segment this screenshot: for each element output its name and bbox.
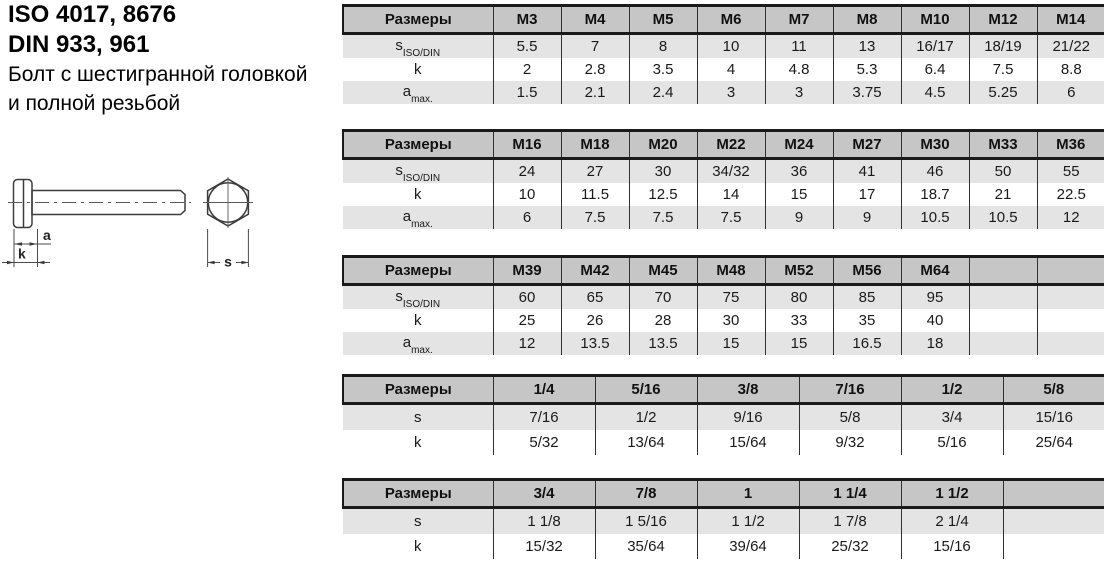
column-header: M14 (1037, 6, 1104, 34)
table-corner-header: Размеры (343, 6, 493, 34)
value-cell: 10.5 (901, 206, 969, 229)
value-cell: 16.5 (833, 332, 901, 355)
value-cell: 35 (833, 309, 901, 332)
value-cell: 2 1/4 (901, 508, 1003, 535)
column-header: 1 (697, 480, 799, 508)
column-header: M22 (697, 131, 765, 159)
value-cell: 80 (765, 285, 833, 310)
column-header: 7/16 (799, 376, 901, 404)
value-cell: 1 1/2 (697, 508, 799, 535)
value-cell: 18 (901, 332, 969, 355)
row-label-base: k (414, 434, 422, 451)
value-cell: 21 (969, 183, 1037, 206)
row-label-base: k (414, 61, 422, 78)
value-cell: 85 (833, 285, 901, 310)
table-row (343, 159, 1104, 184)
value-cell: 15 (697, 332, 765, 355)
value-cell: 5/16 (901, 430, 1003, 455)
value-cell: 30 (697, 309, 765, 332)
column-header (1003, 480, 1104, 508)
size-table-2 (342, 129, 1104, 229)
column-header: M4 (561, 6, 629, 34)
row-label-subscript: max. (411, 218, 433, 230)
value-cell: 7.5 (561, 206, 629, 229)
value-cell (1037, 309, 1104, 332)
value-cell: 5.3 (833, 58, 901, 81)
value-cell: 36 (765, 159, 833, 184)
table-row (343, 183, 1104, 206)
table-corner-header: Размеры (343, 376, 493, 404)
value-cell: 5/8 (799, 404, 901, 431)
value-cell: 35/64 (595, 534, 697, 559)
value-cell: 65 (561, 285, 629, 310)
value-cell: 28 (629, 309, 697, 332)
value-cell: 70 (629, 285, 697, 310)
value-cell (969, 285, 1037, 310)
value-cell (969, 332, 1037, 355)
value-cell: 95 (901, 285, 969, 310)
table-corner-header: Размеры (343, 131, 493, 159)
row-label-subscript: max. (411, 344, 433, 356)
value-cell: 41 (833, 159, 901, 184)
table-corner-header: Размеры (343, 480, 493, 508)
table-header-row (343, 480, 1104, 508)
value-cell: 21/22 (1037, 34, 1104, 59)
value-cell (1037, 285, 1104, 310)
size-table-5 (342, 478, 1104, 559)
column-header: M7 (765, 6, 833, 34)
value-cell: 9/32 (799, 430, 901, 455)
column-header: M18 (561, 131, 629, 159)
arrowhead (241, 261, 248, 265)
dimension-label-s: s (224, 253, 232, 270)
value-cell: 3.75 (833, 81, 901, 104)
value-cell: 40 (901, 309, 969, 332)
table-row (343, 34, 1104, 59)
value-cell: 46 (901, 159, 969, 184)
value-cell: 13.5 (561, 332, 629, 355)
value-cell (1003, 508, 1104, 535)
value-cell: 7.5 (697, 206, 765, 229)
din-standard-title: DIN 933, 961 (8, 31, 150, 58)
size-table-1 (342, 4, 1104, 104)
value-cell: 4.5 (901, 81, 969, 104)
table-row (343, 534, 1104, 559)
table-row (343, 404, 1104, 431)
value-cell: 15/16 (1003, 404, 1104, 431)
column-header: M20 (629, 131, 697, 159)
column-header: 5/16 (595, 376, 697, 404)
value-cell: 5.25 (969, 81, 1037, 104)
value-cell: 13.5 (629, 332, 697, 355)
column-header: M10 (901, 6, 969, 34)
arrowhead (30, 242, 38, 246)
dimension-label-k: k (18, 245, 26, 262)
value-cell: 17 (833, 183, 901, 206)
row-label-base: s (414, 513, 422, 530)
value-cell: 5.5 (493, 34, 561, 59)
column-header: M16 (493, 131, 561, 159)
row-label-base: s (395, 161, 403, 179)
column-header (1037, 257, 1104, 285)
value-cell: 25 (493, 309, 561, 332)
value-cell: 15 (765, 332, 833, 355)
value-cell: 10 (493, 183, 561, 206)
column-header: M36 (1037, 131, 1104, 159)
value-cell: 1.5 (493, 81, 561, 104)
column-header: M12 (969, 6, 1037, 34)
value-cell: 18.7 (901, 183, 969, 206)
row-label-base: a (402, 82, 412, 100)
value-cell: 25/32 (799, 534, 901, 559)
arrowhead (38, 261, 45, 265)
value-cell: 11.5 (561, 183, 629, 206)
table-header-row (343, 376, 1104, 404)
value-cell: 7.5 (629, 206, 697, 229)
value-cell: 13/64 (595, 430, 697, 455)
row-label (343, 309, 493, 332)
table-row (343, 309, 1104, 332)
value-cell: 15/64 (697, 430, 799, 455)
value-cell: 4.8 (765, 58, 833, 81)
table-row (343, 81, 1104, 104)
column-header: M24 (765, 131, 833, 159)
value-cell: 9 (833, 206, 901, 229)
size-table-3 (342, 255, 1104, 355)
value-cell: 10.5 (969, 206, 1037, 229)
column-header: 1 1/2 (901, 480, 1003, 508)
row-label (343, 58, 493, 81)
value-cell: 7/16 (493, 404, 595, 431)
table-header-row (343, 6, 1104, 34)
row-label (343, 534, 493, 559)
row-label-base: k (414, 312, 422, 329)
row-label (343, 206, 493, 229)
value-cell: 7.5 (969, 58, 1037, 81)
column-header: M39 (493, 257, 561, 285)
row-label (343, 332, 493, 355)
row-label (343, 285, 493, 310)
value-cell: 22.5 (1037, 183, 1104, 206)
value-cell: 3 (697, 81, 765, 104)
column-header: M30 (901, 131, 969, 159)
value-cell: 14 (697, 183, 765, 206)
column-header: 3/8 (697, 376, 799, 404)
value-cell: 18/19 (969, 34, 1037, 59)
value-cell: 26 (561, 309, 629, 332)
row-label-base: k (414, 186, 422, 203)
value-cell: 12.5 (629, 183, 697, 206)
column-header: M48 (697, 257, 765, 285)
column-header: M3 (493, 6, 561, 34)
column-header (969, 257, 1037, 285)
value-cell: 6.4 (901, 58, 969, 81)
column-header: M52 (765, 257, 833, 285)
value-cell: 7 (561, 34, 629, 59)
row-label (343, 508, 493, 535)
value-cell: 1 1/8 (493, 508, 595, 535)
row-label-base: a (402, 333, 412, 351)
value-cell: 5/32 (493, 430, 595, 455)
value-cell: 1 5/16 (595, 508, 697, 535)
value-cell (1003, 534, 1104, 559)
row-label (343, 430, 493, 455)
value-cell: 25/64 (1003, 430, 1104, 455)
value-cell: 15 (765, 183, 833, 206)
value-cell (1037, 332, 1104, 355)
description-line-1: Болт с шестигранной головкой (8, 63, 308, 86)
value-cell: 2.1 (561, 81, 629, 104)
value-cell: 15/16 (901, 534, 1003, 559)
value-cell: 27 (561, 159, 629, 184)
row-label-subscript: ISO/DIN (402, 47, 441, 59)
bolt-drawing (0, 165, 280, 295)
value-cell: 30 (629, 159, 697, 184)
value-cell: 3.5 (629, 58, 697, 81)
column-header: M8 (833, 6, 901, 34)
description-line-2: и полной резьбой (8, 92, 181, 115)
table-row (343, 508, 1104, 535)
value-cell: 50 (969, 159, 1037, 184)
row-label-base: s (395, 36, 403, 54)
value-cell: 12 (493, 332, 561, 355)
column-header: M42 (561, 257, 629, 285)
table-row (343, 430, 1104, 455)
row-label (343, 81, 493, 104)
value-cell: 6 (1037, 81, 1104, 104)
value-cell: 2.8 (561, 58, 629, 81)
value-cell: 55 (1037, 159, 1104, 184)
value-cell: 8.8 (1037, 58, 1104, 81)
table-header-row (343, 131, 1104, 159)
table-header-row (343, 257, 1104, 285)
column-header: 7/8 (595, 480, 697, 508)
column-header: 1/2 (901, 376, 1003, 404)
column-header: M33 (969, 131, 1037, 159)
column-header: M64 (901, 257, 969, 285)
column-header: M27 (833, 131, 901, 159)
value-cell: 2.4 (629, 81, 697, 104)
value-cell: 9 (765, 206, 833, 229)
value-cell: 16/17 (901, 34, 969, 59)
bolt-side-view (2, 180, 191, 268)
value-cell: 39/64 (697, 534, 799, 559)
dimension-label-a: a (43, 227, 51, 243)
row-label-subscript: ISO/DIN (402, 172, 441, 184)
row-label (343, 404, 493, 431)
value-cell: 33 (765, 309, 833, 332)
row-label (343, 159, 493, 184)
bolt-drawing-svg (0, 165, 280, 290)
value-cell: 8 (629, 34, 697, 59)
value-cell: 1/2 (595, 404, 697, 431)
value-cell: 15/32 (493, 534, 595, 559)
table-corner-header: Размеры (343, 257, 493, 285)
bolt-head-view (203, 177, 253, 270)
value-cell: 12 (1037, 206, 1104, 229)
row-label-subscript: max. (411, 93, 433, 105)
arrowhead (7, 261, 14, 265)
title-block (8, 0, 307, 118)
value-cell: 3/4 (901, 404, 1003, 431)
column-header: 1 1/4 (799, 480, 901, 508)
row-label-base: s (414, 409, 422, 426)
table-row (343, 285, 1104, 310)
value-cell: 11 (765, 34, 833, 59)
column-header: M45 (629, 257, 697, 285)
column-header: M5 (629, 6, 697, 34)
row-label-base: a (402, 207, 412, 225)
row-label (343, 183, 493, 206)
value-cell (969, 309, 1037, 332)
row-label (343, 34, 493, 59)
column-header: 5/8 (1003, 376, 1104, 404)
value-cell: 10 (697, 34, 765, 59)
table-row (343, 58, 1104, 81)
table-row (343, 206, 1104, 229)
value-cell: 9/16 (697, 404, 799, 431)
value-cell: 24 (493, 159, 561, 184)
iso-standard-title: ISO 4017, 8676 (8, 1, 177, 28)
column-header: M56 (833, 257, 901, 285)
row-label-subscript: ISO/DIN (402, 298, 441, 310)
value-cell: 13 (833, 34, 901, 59)
value-cell: 60 (493, 285, 561, 310)
table-row (343, 332, 1104, 355)
tables-region (342, 4, 1104, 559)
size-table-4 (342, 374, 1104, 455)
value-cell: 3 (765, 81, 833, 104)
column-header: 1/4 (493, 376, 595, 404)
value-cell: 75 (697, 285, 765, 310)
value-cell: 2 (493, 58, 561, 81)
value-cell: 34/32 (697, 159, 765, 184)
value-cell: 1 7/8 (799, 508, 901, 535)
row-label-base: k (414, 538, 422, 555)
row-label-base: s (395, 287, 403, 305)
arrowhead (208, 261, 215, 265)
value-cell: 6 (493, 206, 561, 229)
value-cell: 4 (697, 58, 765, 81)
column-header: M6 (697, 6, 765, 34)
column-header: 3/4 (493, 480, 595, 508)
